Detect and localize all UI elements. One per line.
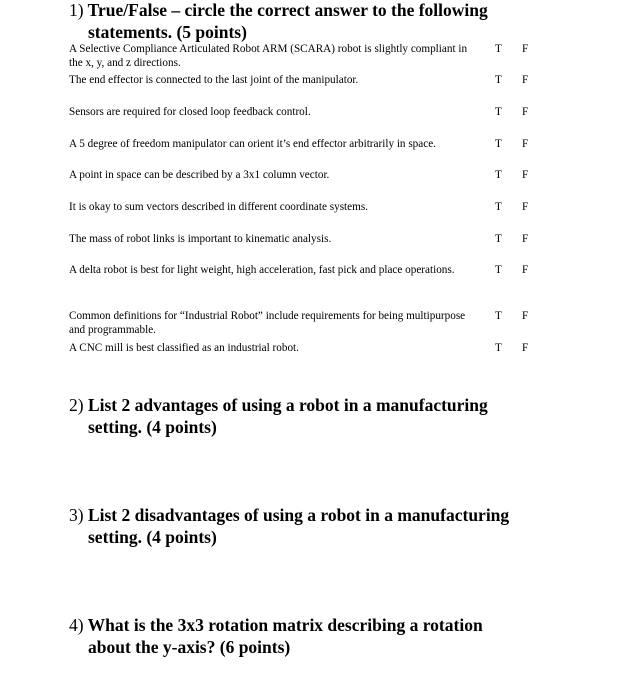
statement-text: A 5 degree of freedom manipulator can orient it’s end effector arbitrarily in space.: [69, 138, 436, 150]
false-option[interactable]: F: [522, 310, 529, 322]
true-option[interactable]: T: [495, 310, 502, 322]
false-option[interactable]: F: [522, 106, 529, 118]
true-option[interactable]: T: [495, 264, 502, 276]
statement-text: A point in space can be described by a 3x1 column vector.: [69, 169, 330, 181]
statement-text: A CNC mill is best classified as an industrial robot.: [69, 342, 299, 354]
statement-text: The end effector is connected to the last joint of the manipulator.: [69, 74, 359, 86]
statement-text: It is okay to sum vectors described in different coordinate systems.: [69, 201, 368, 213]
statement-text: Sensors are required for closed loop feedback control.: [69, 106, 311, 118]
section-2-title-line2: setting. (4 points): [88, 417, 217, 437]
section-1-heading: [69, 0, 488, 43]
false-option[interactable]: F: [522, 233, 529, 245]
true-option[interactable]: T: [495, 138, 502, 150]
statement-text: The mass of robot links is important to kinematic analysis.: [69, 233, 332, 245]
section-3-title-line1: List 2 disadvantages of using a robot in a manufacturing: [87, 505, 510, 525]
true-option[interactable]: T: [495, 106, 502, 118]
section-2-heading: [69, 394, 488, 438]
true-option[interactable]: T: [495, 342, 502, 354]
section-4-number: 4): [69, 615, 84, 635]
statement-text: A delta robot is best for light weight, high acceleration, fast pick and place operations.: [69, 264, 455, 276]
false-option[interactable]: F: [522, 138, 529, 150]
true-option[interactable]: T: [495, 201, 502, 213]
section-1-number: 1): [69, 0, 84, 20]
section-1-title-line2: statements. (5 points): [88, 22, 247, 42]
statement-text: A Selective Compliance Articulated Robot ARM (SCARA) robot is slightly compliant in the x, y, and z directions.: [69, 43, 468, 69]
section-4-title-line2: about the y-axis? (6 points): [88, 637, 291, 657]
false-option[interactable]: F: [522, 342, 529, 354]
true-option[interactable]: T: [495, 233, 502, 245]
section-1-title-line1: True/False – circle the correct answer to the following: [87, 0, 488, 20]
section-2-number: 2): [69, 395, 84, 415]
true-option[interactable]: T: [495, 43, 502, 55]
statement-text: Common definitions for “Industrial Robot” include requirements for being multipurpose and programmable.: [69, 310, 466, 336]
true-option[interactable]: T: [495, 169, 502, 181]
section-2-title-line1: List 2 advantages of using a robot in a manufacturing: [87, 395, 488, 415]
false-option[interactable]: F: [522, 169, 529, 181]
false-option[interactable]: F: [522, 201, 529, 213]
section-3-heading: [69, 504, 509, 548]
true-option[interactable]: T: [495, 74, 502, 86]
false-option[interactable]: F: [522, 264, 529, 276]
section-3-title-line2: setting. (4 points): [88, 527, 217, 547]
section-4-heading: [69, 614, 483, 658]
false-option[interactable]: F: [522, 74, 529, 86]
section-3-number: 3): [69, 505, 84, 525]
section-4-title-line1: What is the 3x3 rotation matrix describing a rotation: [87, 615, 483, 635]
false-option[interactable]: F: [522, 43, 529, 55]
